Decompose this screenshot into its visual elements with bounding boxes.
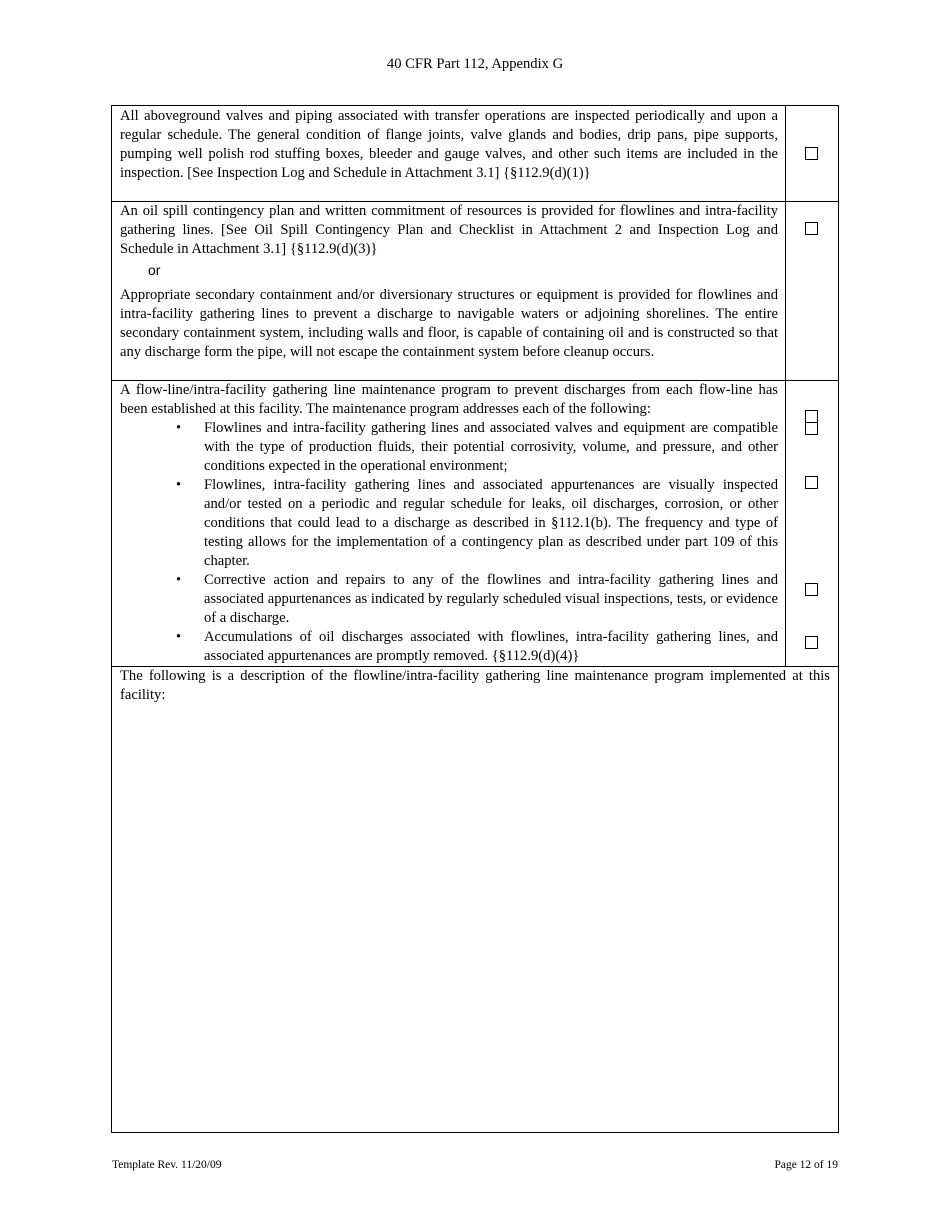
column-divider [785, 202, 786, 380]
visual-inspection-checkbox[interactable] [805, 476, 818, 489]
table-row-program-description [112, 667, 838, 1132]
list-item [120, 571, 778, 628]
secondary-containment-text: Appropriate secondary containment and/or diversionary structures or equipment is provided for flowlines and intra-facility gathering lines to prevent a discharge to navigable waters or adjoining shorelines. The entire secondary containment system, including walls and floor, is capable of containing oil and is constructed so that any discharge form the pipe, will not escape the containment system before cleanup occurs. [120, 287, 778, 360]
contingency-plan-checkbox[interactable] [805, 222, 818, 235]
or-label: or [148, 262, 161, 278]
bullet-icon: • [176, 572, 182, 588]
maintenance-intro-text: A flow-line/intra-facility gathering line maintenance program to prevent discharges from each flow-line has been established at this facility. The maintenance program addresses each of the following: [120, 382, 778, 417]
bullet-text-compatibility: Flowlines and intra-facility gathering lines and associated valves and equipment are compatible with the type of production fluids, their potential corrosivity, volume, and pressure, and other conditions expected in the operational environment; [204, 420, 778, 474]
bullet-text-corrective-action: Corrective action and repairs to any of the flowlines and intra-facility gathering lines and associated appurtenances as indicated by regularly scheduled visual inspections, tests, or evidence of a discharge. [204, 572, 778, 626]
valves-inspection-text: All aboveground valves and piping associated with transfer operations are inspected periodically and upon a regular schedule. The general condition of flange joints, valve glands and bodies, drip pans, pipe supports, pumping well polish rod stuffing boxes, bleeder and gauge valves, and other such items are included in the inspection. [See Inspection Log and Schedule in Attachment 3.1] {§112.9(d)(1)} [120, 108, 778, 181]
page-header: 40 CFR Part 112, Appendix G [386, 56, 564, 72]
table-row-maintenance-program [112, 381, 838, 667]
list-item [120, 476, 778, 571]
page-number: Page 12 of 19 [774, 1159, 838, 1171]
maintenance-cell [120, 381, 778, 666]
list-item [120, 628, 778, 666]
bullet-icon: • [176, 477, 182, 493]
compatibility-checkbox[interactable] [805, 422, 818, 435]
valves-inspection-checkbox[interactable] [805, 147, 818, 160]
bullet-icon: • [176, 420, 182, 436]
list-item [120, 419, 778, 476]
corrective-action-checkbox[interactable] [805, 583, 818, 596]
column-divider [785, 381, 786, 666]
contingency-cell [120, 202, 778, 362]
column-divider [785, 106, 786, 201]
bullet-text-inspection: Flowlines, intra-facility gathering lines and associated appurtenances are visually inspected and/or tested on a periodic and regular schedule for leaks, oil discharges, corrosion, or other conditions that could lead to a discharge as described in §112.1(b). The frequency and type of testing allows for the implementation of a contingency plan as described under part 109 of this chapter. [204, 477, 778, 569]
template-revision: Template Rev. 11/20/09 [112, 1159, 222, 1171]
table-row-contingency-plan [112, 202, 838, 381]
program-description-text: The following is a description of the flowline/intra-facility gathering line maintenance program implemented at this facility: [120, 668, 830, 703]
contingency-plan-text: An oil spill contingency plan and written commitment of resources is provided for flowlines and intra-facility gathering lines. [See Oil Spill Contingency Plan and Checklist in Attachment 2 and Inspection Log and Schedule in Attachment 3.1] {§112.9(d)(3)} [120, 203, 778, 257]
table-row-valves-inspection [112, 106, 838, 202]
checklist-table [111, 105, 839, 1133]
bullet-text-accumulations: Accumulations of oil discharges associated with flowlines, intra-facility gathering lines, and associated appurtenances are promptly removed. {§112.9(d)(4)} [204, 629, 778, 664]
maintenance-bullet-list [120, 419, 778, 666]
accumulations-checkbox[interactable] [805, 636, 818, 649]
bullet-icon: • [176, 629, 182, 645]
